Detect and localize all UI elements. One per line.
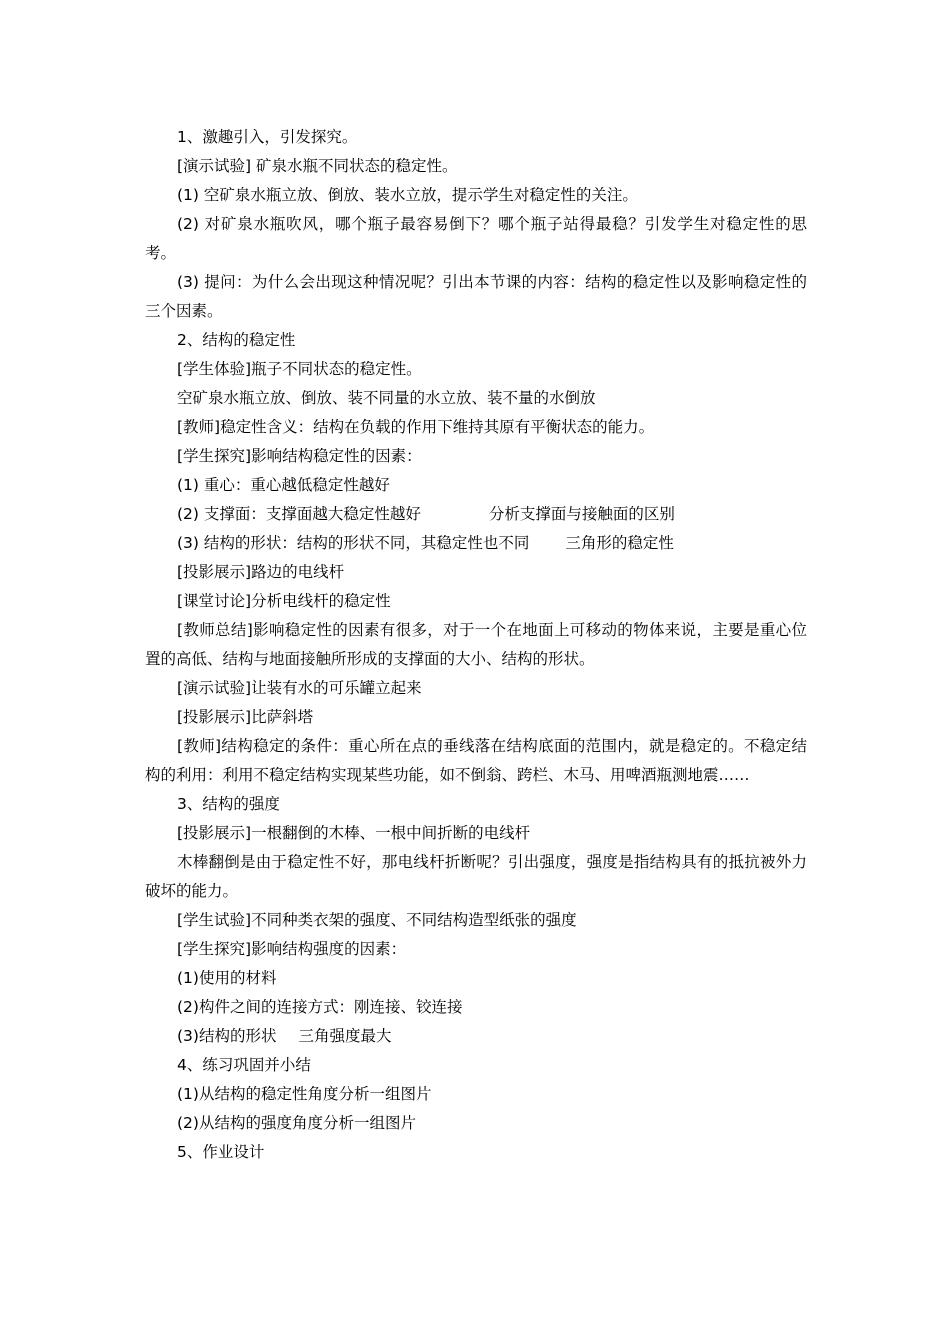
paragraph: [教师]结构稳定的条件：重心所在点的垂线落在结构底面的范围内，就是稳定的。不稳定结构的利用：利用不稳定结构实现某些功能，如不倒翁、跨栏、木马、用啤酒瓶测地震…… — [145, 737, 807, 784]
structure-shape-row — [145, 529, 807, 558]
paragraph: [学生探究]影响结构强度的因素： — [177, 940, 407, 958]
spacer — [421, 500, 489, 529]
spacer — [276, 1022, 298, 1051]
support-surface-row — [145, 500, 807, 529]
structure-shape-note: 三角形的稳定性 — [565, 534, 674, 552]
paragraph: (1)从结构的稳定性角度分析一组图片 — [177, 1085, 432, 1103]
paragraph: 木棒翻倒是由于稳定性不好，那电线杆折断呢？引出强度，强度是指结构具有的抵抗被外力破坏的能力。 — [145, 853, 807, 900]
section-heading-3: 3、结构的强度 — [177, 795, 280, 813]
section-heading-1: 1、激趣引入，引发探究。 — [177, 128, 358, 146]
paragraph: (2)构件之间的连接方式：刚连接、铰连接 — [177, 998, 463, 1016]
paragraph: (2)从结构的强度角度分析一组图片 — [177, 1114, 416, 1132]
paragraph: [投影展示]路边的电线杆 — [177, 563, 345, 581]
section-heading-4: 4、练习巩固并小结 — [177, 1056, 311, 1074]
paragraph: (1) 空矿泉水瓶立放、倒放、装水立放，提示学生对稳定性的关注。 — [177, 186, 638, 204]
section-heading-5: 5、作业设计 — [177, 1143, 265, 1161]
spacer — [529, 529, 565, 558]
support-surface-note: 分析支撑面与接触面的区别 — [488, 505, 675, 523]
paragraph: [教师总结]影响稳定性的因素有很多，对于一个在地面上可移动的物体来说，主要是重心位置的高低、结构与地面接触所形成的支撑面的大小、结构的形状。 — [145, 621, 807, 668]
paragraph: [教师]稳定性含义：结构在负载的作用下维持其原有平衡状态的能力。 — [177, 418, 655, 436]
strength-shape-text: (3)结构的形状 — [177, 1027, 277, 1045]
paragraph: [课堂讨论]分析电线杆的稳定性 — [177, 592, 391, 610]
paragraph: (3) 提问：为什么会出现这种情况呢？引出本节课的内容：结构的稳定性以及影响稳定性的三个因素。 — [145, 273, 807, 320]
paragraph: 空矿泉水瓶立放、倒放、装不同量的水立放、装不量的水倒放 — [177, 389, 596, 407]
paragraph: [投影展示]比萨斜塔 — [177, 708, 314, 726]
paragraph: [演示试验] 矿泉水瓶不同状态的稳定性。 — [177, 157, 458, 175]
paragraph: (1) 重心：重心越低稳定性越好 — [177, 476, 390, 494]
paragraph: [学生体验]瓶子不同状态的稳定性。 — [177, 360, 422, 378]
strength-shape-row — [145, 1022, 807, 1051]
document-body — [145, 123, 807, 1167]
paragraph: [投影展示]一根翻倒的木棒、一根中间折断的电线杆 — [177, 824, 531, 842]
strength-shape-note: 三角强度最大 — [298, 1027, 392, 1045]
paragraph: (2) 对矿泉水瓶吹风，哪个瓶子最容易倒下？哪个瓶子站得最稳？引发学生对稳定性的思考。 — [145, 215, 807, 262]
support-surface-text: (2) 支撑面：支撑面越大稳定性越好 — [177, 505, 421, 523]
section-heading-2: 2、结构的稳定性 — [177, 331, 296, 349]
paragraph: [学生试验]不同种类衣架的强度、不同结构造型纸张的强度 — [177, 911, 577, 929]
structure-shape-text: (3) 结构的形状：结构的形状不同，其稳定性也不同 — [177, 534, 530, 552]
paragraph: [演示试验]让装有水的可乐罐立起来 — [177, 679, 422, 697]
paragraph: (1)使用的材料 — [177, 969, 277, 987]
paragraph: [学生探究]影响结构稳定性的因素： — [177, 447, 422, 465]
